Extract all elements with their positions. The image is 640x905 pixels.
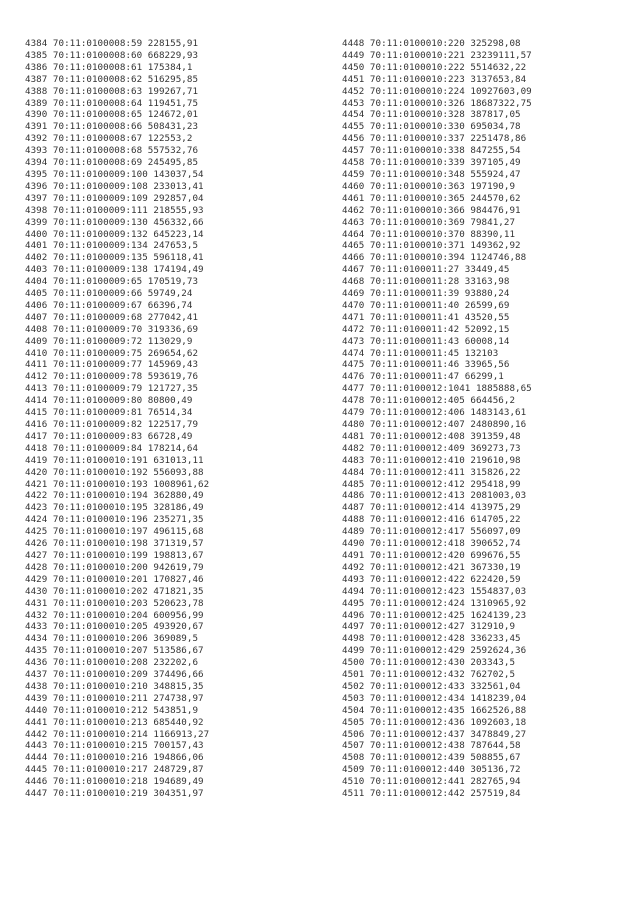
list-item: 4457 70:11:0100010:338 847255,54 — [342, 145, 521, 157]
list-item: 4391 70:11:0100008:66 508431,23 — [25, 121, 199, 133]
list-item: 4418 70:11:0100009:84 178214,64 — [25, 442, 199, 454]
list-item: 4432 70:11:0100010:204 600956,99 — [25, 609, 204, 621]
list-item: 4404 70:11:0100009:65 170519,73 — [25, 276, 199, 288]
list-item: 4449 70:11:0100010:221 23239111,57 — [342, 49, 532, 61]
list-item: 4399 70:11:0100009:130 456332,66 — [25, 216, 204, 228]
list-item: 4475 70:11:0100011:46 33965,56 — [342, 359, 510, 371]
list-item: 4500 70:11:0100012:430 203343,5 — [342, 657, 516, 669]
list-item: 4458 70:11:0100010:339 397105,49 — [342, 157, 521, 169]
list-item: 4468 70:11:0100011:28 33163,98 — [342, 276, 510, 288]
list-item: 4453 70:11:0100010:326 18687322,75 — [342, 97, 532, 109]
list-item: 4489 70:11:0100012:417 556097,09 — [342, 526, 521, 538]
list-item: 4456 70:11:0100010:337 2251478,86 — [342, 133, 527, 145]
list-item: 4389 70:11:0100008:64 119451,75 — [25, 97, 199, 109]
list-item: 4448 70:11:0100010:220 325298,08 — [342, 38, 521, 49]
list-item: 4412 70:11:0100009:78 593619,76 — [25, 371, 199, 383]
list-item: 4392 70:11:0100008:67 122553,2 — [25, 133, 193, 145]
list-item: 4467 70:11:0100011:27 33449,45 — [342, 264, 510, 276]
list-item: 4497 70:11:0100012:427 312910,9 — [342, 621, 516, 633]
list-item: 4423 70:11:0100010:195 328186,49 — [25, 502, 204, 514]
list-item: 4438 70:11:0100010:210 348815,35 — [25, 680, 204, 692]
list-item: 4429 70:11:0100010:201 170827,46 — [25, 573, 204, 585]
list-item: 4410 70:11:0100009:75 269654,62 — [25, 347, 199, 359]
list-item: 4434 70:11:0100010:206 369089,5 — [25, 633, 199, 645]
list-item: 4461 70:11:0100010:365 244570,62 — [342, 192, 521, 204]
list-item: 4409 70:11:0100009:72 113029,9 — [25, 335, 193, 347]
list-item: 4469 70:11:0100011:39 93880,24 — [342, 288, 510, 300]
list-item: 4442 70:11:0100010:214 1166913,27 — [25, 728, 210, 740]
list-item: 4433 70:11:0100010:205 493920,67 — [25, 621, 204, 633]
list-item: 4482 70:11:0100012:409 369273,73 — [342, 442, 521, 454]
list-item: 4462 70:11:0100010:366 984476,91 — [342, 204, 521, 216]
list-item: 4510 70:11:0100012:441 282765,94 — [342, 776, 521, 788]
list-item: 4505 70:11:0100012:436 1092603,18 — [342, 716, 527, 728]
list-item: 4486 70:11:0100012:413 2081003,03 — [342, 490, 527, 502]
left-column — [25, 38, 209, 800]
list-item: 4465 70:11:0100010:371 149362,92 — [342, 240, 521, 252]
list-item: 4478 70:11:0100012:405 664456,2 — [342, 395, 516, 407]
list-item: 4511 70:11:0100012:442 257519,84 — [342, 788, 521, 800]
list-item: 4491 70:11:0100012:420 699676,55 — [342, 549, 521, 561]
list-item: 4435 70:11:0100010:207 513586,67 — [25, 645, 204, 657]
list-item: 4411 70:11:0100009:77 145969,43 — [25, 359, 199, 371]
list-item: 4479 70:11:0100012:406 1483143,61 — [342, 407, 527, 419]
list-item: 4480 70:11:0100012:407 2480890,16 — [342, 419, 527, 430]
list-item: 4387 70:11:0100008:62 516295,85 — [25, 73, 199, 85]
list-item: 4445 70:11:0100010:217 248729,87 — [25, 764, 204, 776]
list-item: 4460 70:11:0100010:363 197190,9 — [342, 180, 516, 192]
list-item: 4439 70:11:0100010:211 274738,97 — [25, 692, 204, 704]
list-item: 4398 70:11:0100009:111 218555,93 — [25, 204, 204, 216]
list-item: 4428 70:11:0100010:200 942619,79 — [25, 561, 204, 573]
list-item: 4400 70:11:0100009:132 645223,14 — [25, 228, 204, 240]
list-item: 4425 70:11:0100010:197 496115,68 — [25, 526, 204, 538]
list-item: 4443 70:11:0100010:215 700157,43 — [25, 740, 204, 752]
right-column — [342, 38, 532, 800]
list-item: 4483 70:11:0100012:410 219610,98 — [342, 454, 521, 466]
list-item: 4396 70:11:0100009:108 233013,41 — [25, 180, 204, 192]
list-item: 4395 70:11:0100009:100 143037,54 — [25, 168, 204, 180]
list-item: 4384 70:11:0100008:59 228155,91 — [25, 38, 199, 49]
list-item: 4501 70:11:0100012:432 762702,5 — [342, 669, 516, 681]
list-item: 4393 70:11:0100008:68 557532,76 — [25, 145, 199, 157]
list-item: 4466 70:11:0100010:394 1124746,88 — [342, 252, 527, 264]
list-item: 4413 70:11:0100009:79 121727,35 — [25, 383, 199, 395]
list-item: 4450 70:11:0100010:222 5514632,22 — [342, 61, 527, 73]
list-item: 4422 70:11:0100010:194 362880,49 — [25, 490, 204, 502]
list-item: 4459 70:11:0100010:348 555924,47 — [342, 168, 521, 180]
list-item: 4406 70:11:0100009:67 66396,74 — [25, 299, 193, 311]
list-item: 4477 70:11:0100012:1041 1885888,65 — [342, 383, 532, 395]
list-item: 4405 70:11:0100009:66 59749,24 — [25, 288, 193, 300]
list-item: 4420 70:11:0100010:192 556093,88 — [25, 466, 204, 478]
list-item: 4470 70:11:0100011:40 26599,69 — [342, 299, 510, 311]
list-item: 4509 70:11:0100012:440 305136,72 — [342, 764, 521, 776]
list-item: 4414 70:11:0100009:80 80800,49 — [25, 395, 193, 407]
list-item: 4485 70:11:0100012:412 295418,99 — [342, 478, 521, 490]
list-item: 4493 70:11:0100012:422 622420,59 — [342, 573, 521, 585]
list-item: 4426 70:11:0100010:198 371319,57 — [25, 538, 204, 550]
list-item: 4451 70:11:0100010:223 3137653,84 — [342, 73, 527, 85]
list-item: 4504 70:11:0100012:435 1662526,88 — [342, 704, 527, 716]
list-item: 4496 70:11:0100012:425 1624139,23 — [342, 609, 527, 621]
list-item: 4431 70:11:0100010:203 520623,78 — [25, 597, 204, 609]
list-item: 4463 70:11:0100010:369 79841,27 — [342, 216, 516, 228]
list-item: 4454 70:11:0100010:328 387817,05 — [342, 109, 521, 121]
list-item: 4390 70:11:0100008:65 124672,01 — [25, 109, 199, 121]
list-item: 4506 70:11:0100012:437 3478849,27 — [342, 728, 527, 740]
list-item: 4424 70:11:0100010:196 235271,35 — [25, 514, 204, 526]
list-item: 4437 70:11:0100010:209 374496,66 — [25, 669, 204, 681]
list-item: 4402 70:11:0100009:135 596118,41 — [25, 252, 204, 264]
list-item: 4499 70:11:0100012:429 2592624,36 — [342, 645, 527, 657]
list-item: 4430 70:11:0100010:202 471821,35 — [25, 585, 204, 597]
list-item: 4471 70:11:0100011:41 43520,55 — [342, 311, 510, 323]
list-item: 4476 70:11:0100011:47 66299,1 — [342, 371, 504, 383]
list-item: 4503 70:11:0100012:434 1418239,04 — [342, 692, 527, 704]
list-item: 4455 70:11:0100010:330 695034,78 — [342, 121, 521, 133]
list-item: 4416 70:11:0100009:82 122517,79 — [25, 419, 199, 430]
list-item: 4421 70:11:0100010:193 1008961,62 — [25, 478, 210, 490]
list-item: 4474 70:11:0100011:45 132103 — [342, 347, 499, 359]
list-item: 4481 70:11:0100012:408 391359,48 — [342, 430, 521, 442]
list-item: 4394 70:11:0100008:69 245495,85 — [25, 157, 199, 169]
list-item: 4419 70:11:0100010:191 631013,11 — [25, 454, 204, 466]
list-item: 4452 70:11:0100010:224 10927603,09 — [342, 85, 532, 97]
list-item: 4484 70:11:0100012:411 315826,22 — [342, 466, 521, 478]
list-item: 4472 70:11:0100011:42 52092,15 — [342, 323, 510, 335]
list-item: 4427 70:11:0100010:199 198813,67 — [25, 549, 204, 561]
list-item: 4397 70:11:0100009:109 292857,04 — [25, 192, 204, 204]
list-item: 4490 70:11:0100012:418 390652,74 — [342, 538, 521, 550]
list-item: 4508 70:11:0100012:439 508855,67 — [342, 752, 521, 764]
list-item: 4441 70:11:0100010:213 685440,92 — [25, 716, 204, 728]
list-item: 4415 70:11:0100009:81 76514,34 — [25, 407, 193, 419]
list-item: 4408 70:11:0100009:70 319336,69 — [25, 323, 199, 335]
list-item: 4507 70:11:0100012:438 787644,58 — [342, 740, 521, 752]
list-item: 4407 70:11:0100009:68 277042,41 — [25, 311, 199, 323]
list-item: 4488 70:11:0100012:416 614705,22 — [342, 514, 521, 526]
list-item: 4447 70:11:0100010:219 304351,97 — [25, 788, 204, 800]
list-item: 4385 70:11:0100008:60 668229,93 — [25, 49, 199, 61]
list-item: 4388 70:11:0100008:63 199267,71 — [25, 85, 199, 97]
list-item: 4498 70:11:0100012:428 336233,45 — [342, 633, 521, 645]
list-item: 4403 70:11:0100009:138 174194,49 — [25, 264, 204, 276]
list-item: 4502 70:11:0100012:433 332561,04 — [342, 680, 521, 692]
list-item: 4494 70:11:0100012:423 1554837,03 — [342, 585, 527, 597]
list-item: 4464 70:11:0100010:370 88390,11 — [342, 228, 516, 240]
list-item: 4444 70:11:0100010:216 194866,06 — [25, 752, 204, 764]
list-item: 4446 70:11:0100010:218 194689,49 — [25, 776, 204, 788]
list-item: 4487 70:11:0100012:414 413975,29 — [342, 502, 521, 514]
list-item: 4386 70:11:0100008:61 175384,1 — [25, 61, 193, 73]
list-item: 4436 70:11:0100010:208 232202,6 — [25, 657, 199, 669]
list-item: 4495 70:11:0100012:424 1310965,92 — [342, 597, 527, 609]
list-item: 4401 70:11:0100009:134 247653,5 — [25, 240, 199, 252]
list-item: 4492 70:11:0100012:421 367330,19 — [342, 561, 521, 573]
list-item: 4440 70:11:0100010:212 543851,9 — [25, 704, 199, 716]
list-item: 4473 70:11:0100011:43 60008,14 — [342, 335, 510, 347]
list-item: 4417 70:11:0100009:83 66728,49 — [25, 430, 193, 442]
